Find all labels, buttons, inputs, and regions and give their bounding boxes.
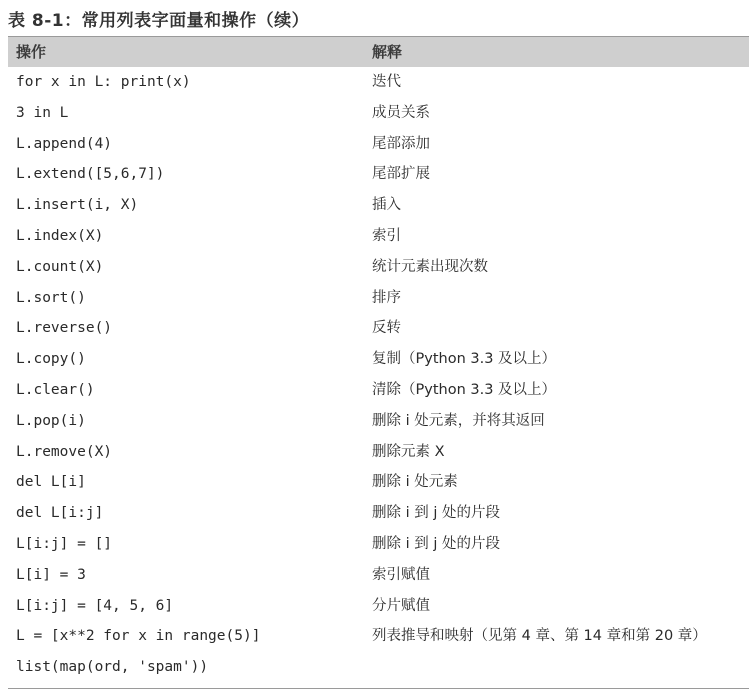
operation-cell: L = [x**2 for x in range(5)] (16, 628, 261, 645)
table-row (8, 159, 749, 190)
table-row (8, 129, 749, 160)
explanation-cell: 列表推导和映射（见第 4 章、第 14 章和第 20 章） (372, 628, 707, 645)
table-row (8, 498, 749, 529)
table-row (8, 621, 749, 652)
operation-cell: del L[i] (16, 474, 86, 491)
operation-cell: L.append(4) (16, 135, 113, 152)
operation-cell: L[i:j] = [4, 5, 6] (16, 597, 174, 614)
explanation-cell: 清除（Python 3.3 及以上） (372, 381, 557, 398)
operation-cell: L[i:j] = [] (16, 535, 113, 552)
table-row (8, 344, 749, 375)
explanation-cell: 排序 (372, 289, 401, 306)
explanation-cell: 尾部扩展 (372, 166, 430, 183)
header-explanation: 解释 (372, 43, 403, 61)
table-row (8, 283, 749, 314)
operation-cell: L.clear() (16, 381, 95, 398)
table-row (8, 529, 749, 560)
operation-cell: L.reverse() (16, 320, 113, 337)
operation-cell: L.sort() (16, 289, 86, 306)
operation-cell: del L[i:j] (16, 505, 104, 522)
explanation-cell: 复制（Python 3.3 及以上） (372, 351, 557, 368)
explanation-cell: 索引赋值 (372, 566, 430, 583)
table-row (8, 67, 749, 98)
explanation-cell: 删除 i 处元素 (372, 474, 458, 491)
table-row (8, 221, 749, 252)
table-row (8, 591, 749, 622)
table-caption: 表 8-1：常用列表字面量和操作（续） (8, 11, 310, 31)
explanation-cell: 尾部添加 (372, 135, 430, 152)
explanation-cell: 插入 (372, 197, 401, 214)
explanation-cell: 删除 i 到 j 处的片段 (372, 505, 500, 522)
table-row (8, 560, 749, 591)
operation-cell: for x in L: print(x) (16, 74, 191, 90)
table-row (8, 437, 749, 468)
explanation-cell: 索引 (372, 227, 401, 244)
header-operation: 操作 (16, 43, 47, 61)
table-bottom-rule (8, 688, 749, 689)
explanation-cell: 删除 i 处元素，并将其返回 (372, 412, 545, 429)
explanation-cell: 分片赋值 (372, 597, 430, 614)
explanation-cell: 成员关系 (372, 104, 430, 121)
operation-cell: L.remove(X) (16, 443, 113, 460)
table-row (8, 652, 749, 683)
table-row (8, 375, 749, 406)
explanation-cell: 迭代 (372, 74, 401, 90)
table-row (8, 467, 749, 498)
explanation-cell: 删除 i 到 j 处的片段 (372, 535, 500, 552)
explanation-cell: 反转 (372, 320, 401, 337)
operation-cell: L.insert(i, X) (16, 197, 139, 214)
operation-cell: L.index(X) (16, 227, 104, 244)
operation-cell: L.extend([5,6,7]) (16, 166, 165, 183)
explanation-cell: 删除元素 X (372, 443, 445, 460)
operation-cell: list(map(ord, 'spam')) (16, 659, 209, 676)
table-row (8, 252, 749, 283)
explanation-cell: 统计元素出现次数 (372, 258, 488, 275)
operation-cell: L.pop(i) (16, 412, 86, 429)
table-row (8, 190, 749, 221)
table-header (8, 37, 749, 67)
operation-cell: L.count(X) (16, 258, 104, 275)
operation-cell: L[i] = 3 (16, 566, 86, 583)
operation-cell: L.copy() (16, 351, 86, 368)
table-row (8, 98, 749, 129)
operation-cell: 3 in L (16, 104, 69, 121)
table-row (8, 406, 749, 437)
operations-table (8, 36, 749, 683)
table-row (8, 313, 749, 344)
